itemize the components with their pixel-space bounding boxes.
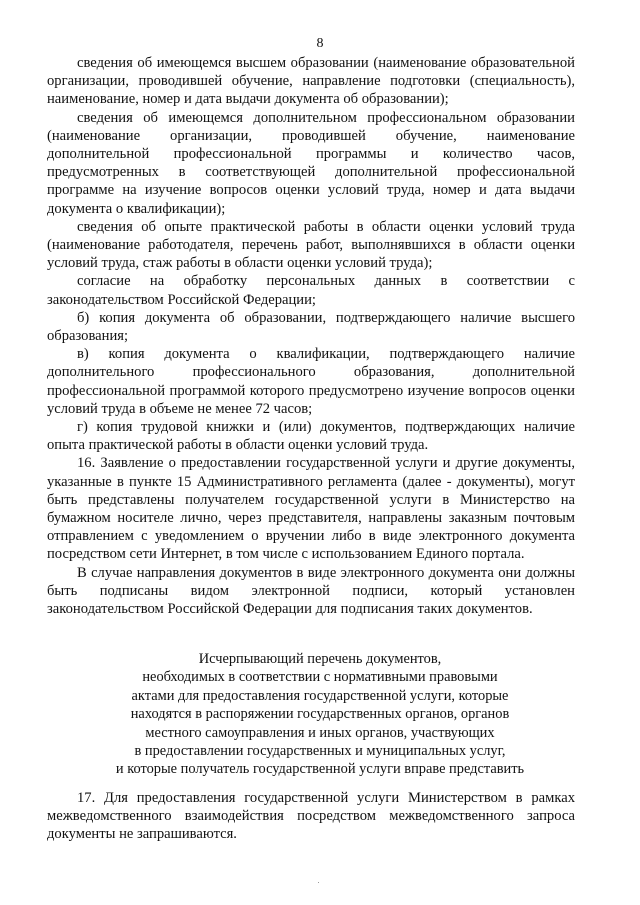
paragraph: согласие на обработку персональных данных в соответствии с законодательством Российской Федерации; (47, 273, 575, 308)
heading-line: актами для предоставления государственной услуги, которые (131, 687, 509, 704)
page-number: 8 (316, 36, 324, 51)
heading-line: Исчерпывающий перечень документов, (198, 651, 442, 667)
heading-line: находятся в распоряжении государственных органов, органов (130, 706, 510, 723)
paragraph: В случае направления документов в виде электронного документа они должны быть подписаны видом электронной подписи, который установлен законодательством Российской Федерации для подписания таких документов. (47, 564, 575, 618)
heading-line: и которые получатель государственной услуги вправе представить (115, 761, 525, 778)
paragraph-17-block (47, 789, 575, 844)
paragraph-17: 17. Для предоставления государственной услуги Министерством в рамках межведомственного взаимодействия посредством межведомственного запроса документы не запрашиваются. (47, 790, 575, 843)
scan-speck (318, 882, 319, 883)
paragraph: сведения об опыте практической работы в области оценки условий труда (наименование работодателя, перечень работ, выполнявшихся в области оценки условий труда, стаж работы в области оценки условий труда); (47, 218, 575, 272)
paragraph: б) копия документа об образовании, подтверждающего наличие высшего образования; (47, 309, 575, 345)
section-heading (40, 650, 600, 779)
paragraph: сведения об имеющемся дополнительном профессиональном образовании (наименование организации, проводившей обучение, наименование дополнительной профессиональной программы и количество часов, предусмотренных в соответствующей дополнительной профессиональной программе на изучение вопросов оценки условий труда, номер и дата выдачи документа о квалификации); (47, 109, 575, 217)
paragraph: 16. Заявление о предоставлении государственной услуги и другие документы, указанные в пункте 15 Административного регламента (далее - документы), могут быть представлены получателем государственной услуги в Министерство на бумажном носителе лично, через представителя, направлены заказным почтовым отправлением с уведомлением о вручении либо в виде электронного документа посредством сети Интернет, в том числе с использованием Единого портала. (47, 455, 575, 563)
heading-line: местного самоуправления и иных органов, участвующих (145, 724, 495, 741)
paragraph: сведения об имеющемся высшем образовании (наименование образовательной организации, проводившей обучение, направление подготовки (специальность), наименование, номер и дата выдачи документа об образовании); (47, 55, 575, 108)
heading-line: необходимых в соответствии с нормативными правовыми (142, 669, 498, 686)
document-body (47, 54, 575, 618)
paragraph: г) копия трудовой книжки и (или) документов, подтверждающих наличие опыта практической работы в области оценки условий труда. (47, 419, 575, 454)
paragraph: в) копия документа о квалификации, подтверждающего наличие дополнительного профессионального образования, дополнительной профессиональной программой которого предусмотрено изучение вопросов оценки условий труда в объеме не менее 72 часов; (47, 346, 575, 417)
heading-line: в предоставлении государственных и муниципальных услуг, (134, 743, 506, 760)
